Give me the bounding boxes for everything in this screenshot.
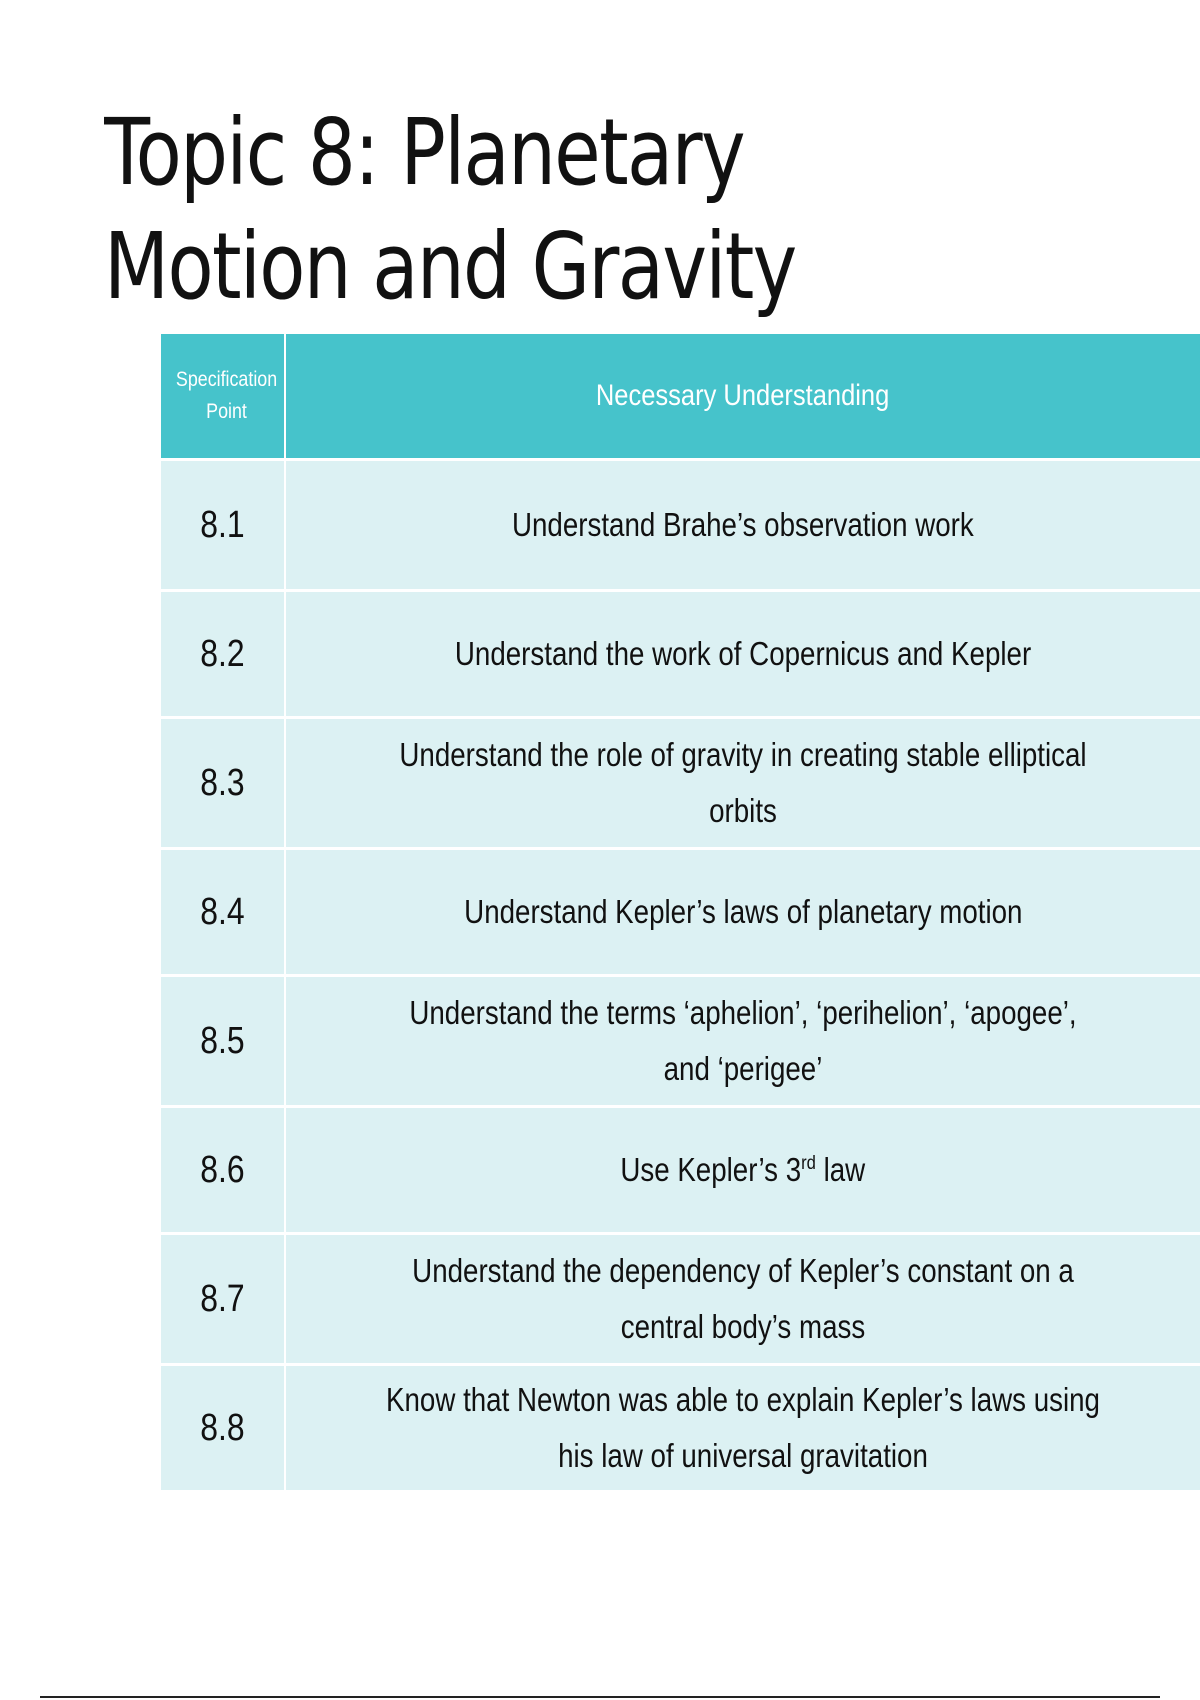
spec-point-cell <box>161 591 285 718</box>
table-row <box>161 1234 1200 1365</box>
ordinal-superscript: rd <box>801 1152 817 1174</box>
understanding-text-main: Use Kepler’s 3 <box>620 1151 802 1188</box>
slide-title: Topic 8: Planetary Motion and Gravity <box>104 99 796 320</box>
understanding-text: Understand Brahe’s observation work <box>512 506 974 543</box>
understanding-cell <box>285 591 1200 718</box>
spec-point-cell <box>161 849 285 976</box>
spec-point: 8.1 <box>200 503 245 546</box>
table-header-row <box>161 334 1200 460</box>
spec-point: 8.4 <box>200 890 245 933</box>
understanding-text: Understand the terms ‘aphelion’, ‘perihelion’, ‘apogee’, and ‘perigee’ <box>409 994 1077 1087</box>
spec-point-cell <box>161 460 285 591</box>
understanding-cell <box>285 460 1200 591</box>
table-row <box>161 1365 1200 1491</box>
understanding-text: Know that Newton was able to explain Kepler’s laws using his law of universal gravitation <box>386 1381 1100 1474</box>
spec-point-cell <box>161 1234 285 1365</box>
understanding-text <box>621 1142 866 1198</box>
spec-point: 8.7 <box>200 1277 245 1320</box>
table-row <box>161 718 1200 849</box>
table-row <box>161 1107 1200 1234</box>
understanding-cell <box>285 718 1200 849</box>
header-specification-point <box>161 334 285 460</box>
header-necessary-understanding-label: Necessary Understanding <box>596 379 890 412</box>
spec-point: 8.3 <box>200 761 245 804</box>
understanding-text: Understand Kepler’s laws of planetary motion <box>463 893 1023 930</box>
understanding-text: Understand the role of gravity in creating stable elliptical orbits <box>399 736 1087 829</box>
understanding-cell <box>285 849 1200 976</box>
header-necessary-understanding <box>285 334 1200 460</box>
table-row <box>161 849 1200 976</box>
understanding-cell <box>285 976 1200 1107</box>
spec-point: 8.2 <box>200 632 245 675</box>
table-row <box>161 976 1200 1107</box>
spec-point: 8.5 <box>200 1019 245 1062</box>
understanding-text-tail: law <box>816 1151 866 1188</box>
understanding-cell <box>285 1234 1200 1365</box>
table-row <box>161 591 1200 718</box>
footer-divider <box>40 1696 1160 1698</box>
spec-point-cell <box>161 1107 285 1234</box>
spec-point: 8.8 <box>200 1406 245 1449</box>
table-row <box>161 460 1200 591</box>
spec-point-cell <box>161 976 285 1107</box>
spec-point-cell <box>161 1365 285 1491</box>
understanding-text: Understand the dependency of Kepler’s constant on a central body’s mass <box>412 1252 1074 1345</box>
header-specification-point-label: Specification Point <box>175 368 278 423</box>
spec-point: 8.6 <box>200 1148 245 1191</box>
understanding-cell <box>285 1107 1200 1234</box>
understanding-cell <box>285 1365 1200 1491</box>
understanding-text: Understand the work of Copernicus and Kepler <box>454 635 1032 672</box>
specification-table <box>161 334 1200 1490</box>
spec-point-cell <box>161 718 285 849</box>
